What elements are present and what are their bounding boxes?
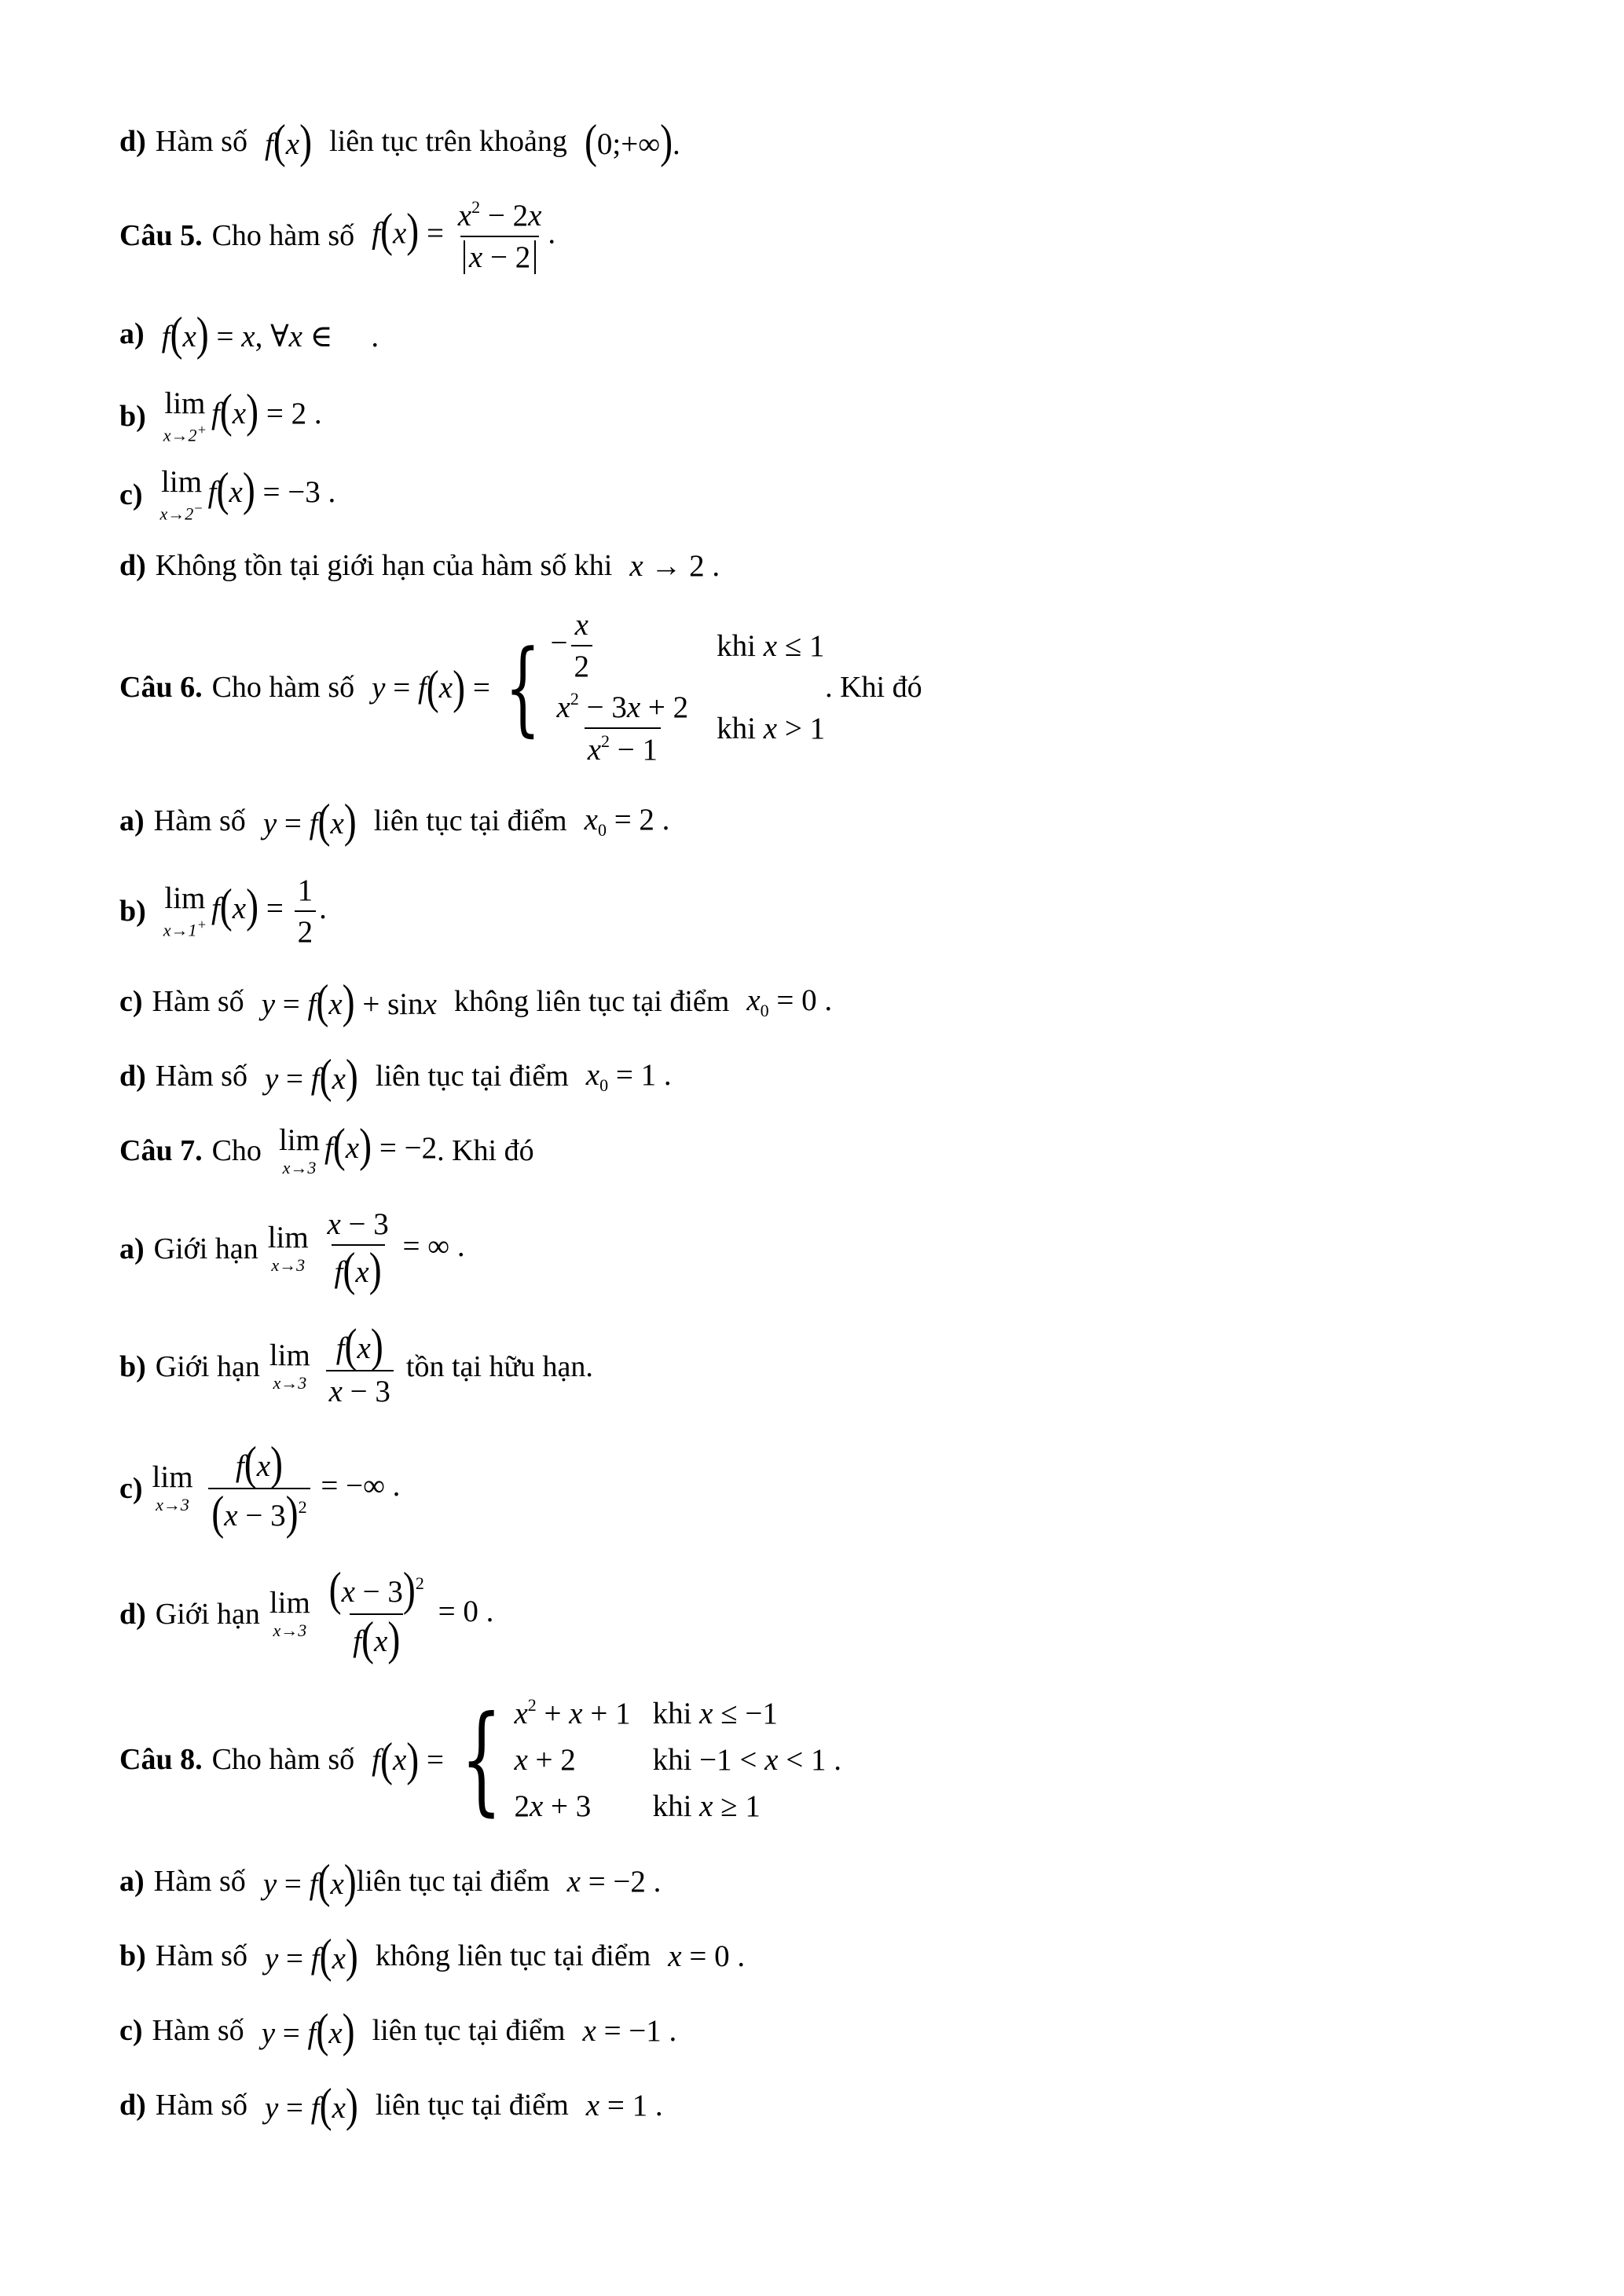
option-text: Giới hạn [153, 1232, 258, 1265]
q5-option-b [119, 381, 322, 452]
option-text: Hàm số [155, 125, 247, 158]
q7-option-b [119, 1316, 593, 1418]
q6-option-a [119, 794, 670, 848]
option-text: Hàm số [155, 1060, 247, 1093]
question-text: Cho hàm số [211, 219, 355, 252]
option-text: Hàm số [153, 1865, 246, 1898]
option-label: d) [119, 549, 146, 582]
q6-option-c [119, 975, 833, 1028]
math-expression: lim x→3 $\frac{f(x)}{x - 3}$ [269, 1324, 397, 1409]
question-label: Câu 8. [119, 1743, 203, 1776]
question-label: Câu 5. [119, 219, 203, 252]
math-expression: x = −2 . [566, 1864, 662, 1899]
q5-option-d [119, 542, 720, 589]
option-text: tồn tại hữu hạn. [405, 1350, 593, 1383]
question-label: Câu 7. [119, 1134, 203, 1167]
q8-stem [119, 1681, 841, 1838]
math-expression: $x_0 = 0$ . [746, 983, 833, 1020]
option-label: d) [119, 2089, 146, 2122]
q8-option-d [119, 2078, 663, 2132]
math-expression: lim x→2− f(x) = −3 . [159, 463, 336, 524]
q5-stem [119, 192, 555, 279]
option-text: Giới hạn [155, 1350, 260, 1383]
option-label: a) [119, 1865, 145, 1898]
option-label: b) [119, 1939, 146, 1972]
option-label: a) [119, 1232, 145, 1265]
brace-icon: { [504, 628, 541, 747]
math-expression: $x_0 = 1$ . [585, 1057, 672, 1095]
option-text: liên tục tại điểm [375, 1060, 569, 1093]
brace-icon: { [460, 1691, 502, 1828]
q4-option-d [119, 115, 680, 168]
math-expression: x = 0 . [668, 1939, 746, 1973]
option-text: liên tục tại điểm [356, 1865, 550, 1898]
math-expression: y = f(x) [264, 1049, 358, 1103]
option-label: a) [119, 317, 145, 350]
option-text: Giới hạn [155, 1598, 260, 1631]
question-text: Cho [211, 1134, 262, 1167]
math-expression: x = 1 . [585, 2088, 663, 2122]
piecewise-function: f ( x ) = { $x^2 + x + 1$ khi x ≤ −1 x + 2 khi −1 < x < 1 . 2x + 3 khi x ≥ 1 [372, 1691, 841, 1828]
q7-option-a [119, 1198, 465, 1300]
limit-value: 2 [291, 396, 307, 430]
math-expression: lim x→1+ f(x) = $\frac{1}{2}$ . [163, 873, 327, 949]
math-expression: y = f(x) [262, 1855, 357, 1908]
q7-stem [119, 1115, 534, 1186]
option-label: c) [119, 1472, 143, 1505]
option-label: d) [119, 1060, 146, 1093]
option-label: d) [119, 125, 146, 158]
math-expression: lim x→3 f(x) = −2 [278, 1119, 438, 1177]
option-text: liên tục tại điểm [375, 2089, 569, 2122]
math-expression: y = f(x) [264, 2078, 358, 2132]
math-expression: (0;+∞). [584, 115, 680, 168]
math-expression: y = f(x) [264, 1929, 358, 1983]
option-text: không liên tục tại điểm [453, 985, 730, 1018]
q7-option-d [119, 1559, 493, 1669]
option-text: liên tục tại điểm [372, 2014, 566, 2047]
math-expression: lim x→3 $\frac{x - 3}{f(x)}$ = ∞ . [267, 1207, 465, 1296]
q5-option-c [119, 460, 335, 530]
q8-option-a [119, 1855, 662, 1908]
option-label: a) [119, 804, 145, 837]
limit-value: −3 [288, 474, 321, 509]
math-expression: y = f(x) + sinx [261, 975, 437, 1028]
q8-option-c [119, 2004, 677, 2057]
math-expression: x → 2 . [629, 548, 720, 583]
question-label: Câu 6. [119, 671, 203, 704]
math-expression: $x_0 = 2$ . [584, 802, 670, 840]
math-expression: y = f(x) [261, 2004, 355, 2057]
q6-option-b [119, 868, 327, 954]
option-label: d) [119, 1598, 146, 1631]
option-text: Hàm số [152, 985, 244, 1018]
option-text: Hàm số [155, 1939, 247, 1972]
option-label: b) [119, 895, 146, 928]
option-text: Hàm số [153, 804, 246, 837]
q6-stem [119, 609, 922, 766]
math-expression: f(x) = x, ∀x ∈ . [161, 307, 379, 361]
math-expression: lim x→3 $\frac{(x - 3)^2}{f(x)}$ = 0 . [269, 1563, 494, 1665]
option-label: c) [119, 478, 143, 511]
option-text: liên tục trên khoảng [329, 125, 567, 158]
question-tail: . Khi đó [437, 1134, 534, 1167]
option-text: không liên tục tại điểm [375, 1939, 651, 1972]
option-label: c) [119, 2014, 143, 2047]
math-expression: lim x→3 $\frac{f(x)}{(x - 3)^2}$ = −∞ . [152, 1437, 401, 1540]
option-text: liên tục tại điểm [373, 804, 567, 837]
math-expression: f(x) [264, 115, 313, 168]
option-label: b) [119, 400, 146, 433]
q6-option-d [119, 1049, 672, 1103]
option-text: Không tồn tại giới hạn của hàm số khi [155, 549, 613, 582]
math-expression: x = −1 . [582, 2013, 677, 2048]
question-text: Cho hàm số [211, 1743, 355, 1776]
option-label: c) [119, 985, 143, 1018]
math-expression: y = f(x) [262, 794, 357, 848]
q7-option-c [119, 1434, 400, 1543]
math-expression: f(x) = $\frac{x^2 - 2x}{x - 2}$ . [372, 196, 556, 274]
question-text: Cho hàm số [211, 671, 355, 704]
q8-option-b [119, 1929, 746, 1983]
option-text: Hàm số [155, 2089, 247, 2122]
option-label: b) [119, 1350, 146, 1383]
q5-option-a [119, 307, 379, 361]
math-expression: lim x→2+ f(x) = 2 . [163, 385, 322, 445]
option-text: Hàm số [152, 2014, 244, 2047]
piecewise-function: y = f ( x ) = { − $\frac{x}{2}$ khi x ≤ 1 $\frac{x^2 - 3x + 2}{x^2 - 1}$ khi x > 1 [372, 608, 826, 767]
question-tail: . Khi đó [825, 671, 922, 704]
